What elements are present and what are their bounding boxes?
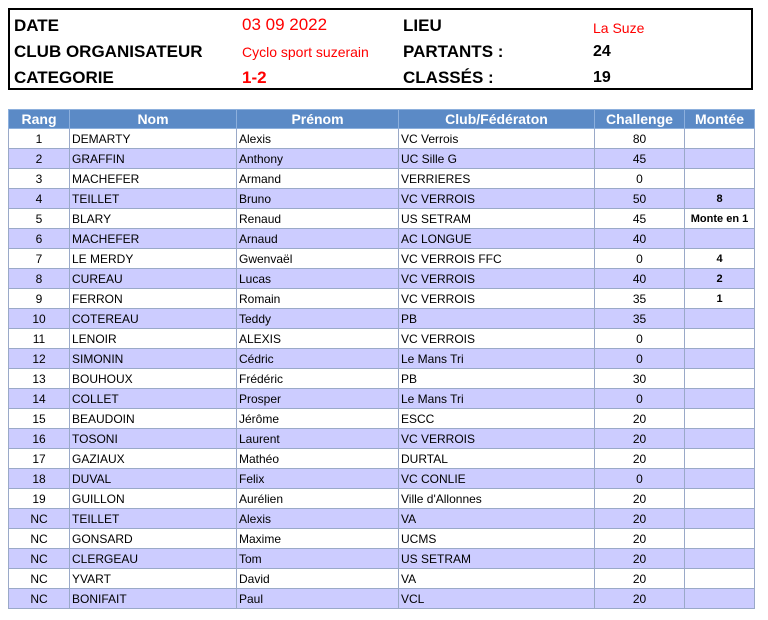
table-row [9,549,755,569]
club-cell: DURTAL [399,449,595,469]
results-table [8,109,755,609]
prenom-cell: Jérôme [237,409,399,429]
challenge-cell: 50 [595,189,685,209]
club-cell: Ville d'Allonnes [399,489,595,509]
nom-cell: MACHEFER [70,169,237,189]
club-cell: PB [399,369,595,389]
rang-cell: 15 [9,409,70,429]
table-row [9,469,755,489]
nom-cell: COTEREAU [70,309,237,329]
challenge-cell: 20 [595,409,685,429]
rang-cell: NC [9,529,70,549]
montee-cell [685,449,755,469]
montee-cell [685,149,755,169]
club-cell: US SETRAM [399,549,595,569]
challenge-cell: 20 [595,569,685,589]
table-row [9,209,755,229]
challenge-cell: 20 [595,529,685,549]
montee-cell [685,549,755,569]
lieu-value: La Suze [593,20,645,36]
challenge-cell: 20 [595,429,685,449]
club-cell: VC CONLIE [399,469,595,489]
rang-cell: 3 [9,169,70,189]
nom-cell: COLLET [70,389,237,409]
table-row [9,529,755,549]
table-row [9,189,755,209]
montee-cell [685,529,755,549]
nom-cell: CUREAU [70,269,237,289]
categorie-label: CATEGORIE [14,68,114,87]
rang-cell: NC [9,569,70,589]
partants-label: PARTANTS : [403,42,504,61]
club-cell: VCL [399,589,595,609]
challenge-cell: 45 [595,149,685,169]
prenom-cell: Tom [237,549,399,569]
montee-cell: 1 [685,289,755,309]
nom-cell: GRAFFIN [70,149,237,169]
club-cell: VC Verrois [399,129,595,149]
table-row [9,489,755,509]
rang-cell: 13 [9,369,70,389]
table-row [9,589,755,609]
nom-cell: TOSONI [70,429,237,449]
montee-cell [685,489,755,509]
column-header-montee: Montée [685,110,755,129]
montee-cell [685,429,755,449]
prenom-cell: David [237,569,399,589]
prenom-cell: Arnaud [237,229,399,249]
prenom-cell: Frédéric [237,369,399,389]
column-header-prenom: Prénom [237,110,399,129]
race-info-box [8,8,753,90]
table-header-row [9,110,755,129]
rang-cell: 6 [9,229,70,249]
montee-cell [685,369,755,389]
prenom-cell: Romain [237,289,399,309]
montee-cell [685,509,755,529]
club-cell: VC VERROIS [399,269,595,289]
table-row [9,389,755,409]
rang-cell: 5 [9,209,70,229]
montee-cell [685,469,755,489]
rang-cell: 19 [9,489,70,509]
table-row [9,569,755,589]
challenge-cell: 0 [595,349,685,369]
table-row [9,309,755,329]
club-cell: PB [399,309,595,329]
nom-cell: GONSARD [70,529,237,549]
prenom-cell: Maxime [237,529,399,549]
nom-cell: LE MERDY [70,249,237,269]
montee-cell [685,409,755,429]
column-header-challenge: Challenge [595,110,685,129]
rang-cell: 1 [9,129,70,149]
challenge-cell: 0 [595,249,685,269]
results-table-body [9,129,755,609]
nom-cell: DUVAL [70,469,237,489]
challenge-cell: 20 [595,549,685,569]
challenge-cell: 35 [595,309,685,329]
club-cell: UC Sille G [399,149,595,169]
challenge-cell: 20 [595,589,685,609]
categorie-value: 1-2 [242,68,267,87]
table-row [9,289,755,309]
table-row [9,169,755,189]
montee-cell: Monte en 1 [685,209,755,229]
club-cell: VC VERROIS [399,429,595,449]
challenge-cell: 40 [595,229,685,249]
montee-cell: 4 [685,249,755,269]
challenge-cell: 20 [595,509,685,529]
club-cell: VC VERROIS [399,289,595,309]
challenge-cell: 0 [595,169,685,189]
table-row [9,229,755,249]
lieu-label: LIEU [403,16,442,35]
challenge-cell: 45 [595,209,685,229]
rang-cell: 18 [9,469,70,489]
prenom-cell: Gwenvaël [237,249,399,269]
rang-cell: 12 [9,349,70,369]
prenom-cell: Lucas [237,269,399,289]
prenom-cell: Cédric [237,349,399,369]
prenom-cell: Armand [237,169,399,189]
prenom-cell: ALEXIS [237,329,399,349]
nom-cell: CLERGEAU [70,549,237,569]
nom-cell: FERRON [70,289,237,309]
table-row [9,129,755,149]
challenge-cell: 0 [595,389,685,409]
prenom-cell: Alexis [237,129,399,149]
challenge-cell: 0 [595,329,685,349]
column-header-nom: Nom [70,110,237,129]
nom-cell: BEAUDOIN [70,409,237,429]
rang-cell: NC [9,589,70,609]
prenom-cell: Anthony [237,149,399,169]
club-cell: VC VERROIS [399,189,595,209]
rang-cell: 10 [9,309,70,329]
club-cell: Le Mans Tri [399,349,595,369]
club-cell: VC VERROIS [399,329,595,349]
nom-cell: GUILLON [70,489,237,509]
challenge-cell: 40 [595,269,685,289]
montee-cell [685,389,755,409]
prenom-cell: Felix [237,469,399,489]
montee-cell [685,569,755,589]
prenom-cell: Teddy [237,309,399,329]
club-cell: AC LONGUE [399,229,595,249]
club-organisateur-label: CLUB ORGANISATEUR [14,42,203,61]
rang-cell: 8 [9,269,70,289]
table-row [9,149,755,169]
challenge-cell: 20 [595,489,685,509]
challenge-cell: 35 [595,289,685,309]
prenom-cell: Laurent [237,429,399,449]
montee-cell: 2 [685,269,755,289]
nom-cell: SIMONIN [70,349,237,369]
prenom-cell: Mathéo [237,449,399,469]
nom-cell: GAZIAUX [70,449,237,469]
prenom-cell: Paul [237,589,399,609]
nom-cell: BLARY [70,209,237,229]
table-row [9,329,755,349]
montee-cell [685,329,755,349]
prenom-cell: Bruno [237,189,399,209]
montee-cell [685,129,755,149]
table-row [9,509,755,529]
club-cell: Le Mans Tri [399,389,595,409]
table-row [9,249,755,269]
nom-cell: BOUHOUX [70,369,237,389]
rang-cell: NC [9,549,70,569]
nom-cell: TEILLET [70,189,237,209]
nom-cell: MACHEFER [70,229,237,249]
club-cell: VA [399,509,595,529]
prenom-cell: Alexis [237,509,399,529]
table-row [9,349,755,369]
nom-cell: TEILLET [70,509,237,529]
rang-cell: NC [9,509,70,529]
montee-cell [685,169,755,189]
club-cell: VA [399,569,595,589]
date-value: 03 09 2022 [242,15,328,34]
rang-cell: 7 [9,249,70,269]
date-label: DATE [14,16,60,35]
club-organisateur-value: Cyclo sport suzerain [242,44,369,60]
table-row [9,429,755,449]
prenom-cell: Renaud [237,209,399,229]
table-row [9,409,755,429]
montee-cell: 8 [685,189,755,209]
montee-cell [685,349,755,369]
club-cell: VC VERROIS FFC [399,249,595,269]
montee-cell [685,309,755,329]
club-cell: ESCC [399,409,595,429]
club-cell: VERRIERES [399,169,595,189]
challenge-cell: 30 [595,369,685,389]
rang-cell: 2 [9,149,70,169]
prenom-cell: Aurélien [237,489,399,509]
classes-value: 19 [593,69,611,86]
rang-cell: 9 [9,289,70,309]
partants-value: 24 [593,43,611,60]
montee-cell [685,589,755,609]
challenge-cell: 20 [595,449,685,469]
nom-cell: BONIFAIT [70,589,237,609]
montee-cell [685,229,755,249]
challenge-cell: 0 [595,469,685,489]
club-cell: US SETRAM [399,209,595,229]
nom-cell: YVART [70,569,237,589]
table-row [9,269,755,289]
rang-cell: 4 [9,189,70,209]
column-header-rang: Rang [9,110,70,129]
nom-cell: DEMARTY [70,129,237,149]
classes-label: CLASSÉS : [403,68,494,87]
table-row [9,449,755,469]
rang-cell: 17 [9,449,70,469]
rang-cell: 11 [9,329,70,349]
club-cell: UCMS [399,529,595,549]
column-header-club: Club/Fédératon [399,110,595,129]
challenge-cell: 80 [595,129,685,149]
nom-cell: LENOIR [70,329,237,349]
rang-cell: 14 [9,389,70,409]
prenom-cell: Prosper [237,389,399,409]
rang-cell: 16 [9,429,70,449]
table-row [9,369,755,389]
